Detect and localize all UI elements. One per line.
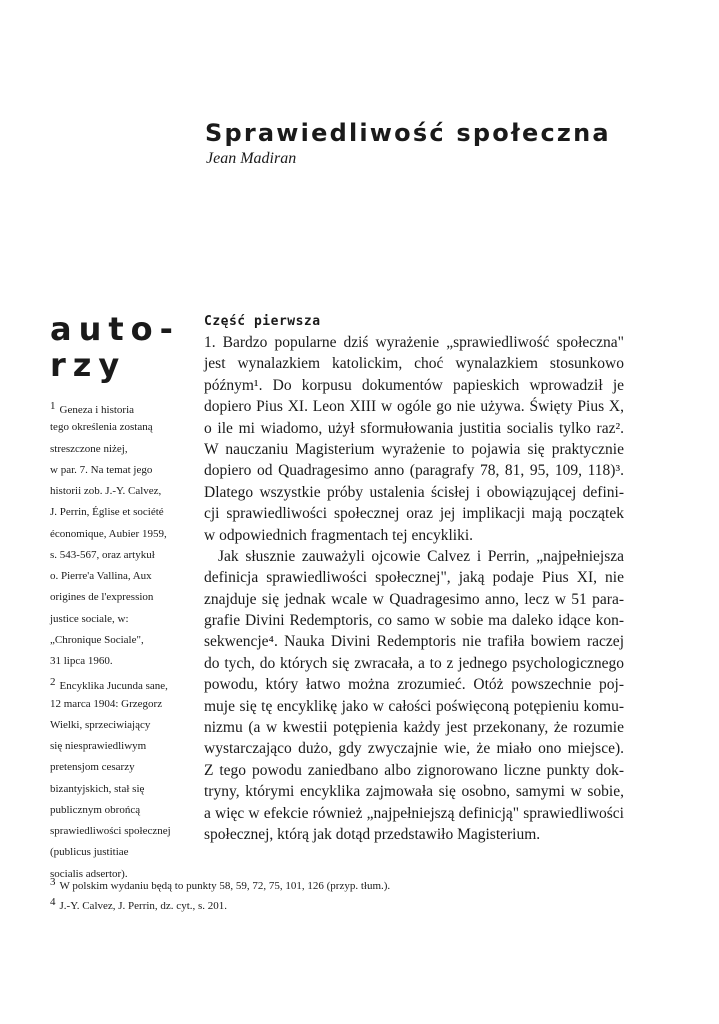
footnote-text: o. Pierre'a Vallina, Aux <box>50 570 152 582</box>
body-line: późnym¹. Do korpusu dokumentów papieskich wprowadził je <box>204 376 624 394</box>
footnote-line <box>50 672 190 693</box>
footnote-line <box>50 481 190 502</box>
body-line: grafie Divini Redemptoris, co samo w sobie ma daleko idące kon- <box>204 612 624 630</box>
footnote-text: J. Perrin, Église et société <box>50 506 164 519</box>
body-text <box>204 332 624 845</box>
footnote-text: 12 marca 1904: Grzegorz <box>50 697 163 710</box>
footnote-text: socialis adsertor). <box>50 867 128 880</box>
footnote-line <box>50 821 190 842</box>
footnote-number: 1 <box>50 400 56 412</box>
body-line: w odpowiednich fragmentach tej encykliki. <box>204 526 474 544</box>
footnote-text: sprawiedliwości społecznej <box>50 825 171 837</box>
body-line: definicja sprawiedliwości społecznej", jaką podaje Pius XI, nie <box>204 569 624 587</box>
footnote-line <box>50 779 190 800</box>
footnote-line <box>50 545 190 566</box>
footnote-text: „Chronique Sociale", <box>50 633 144 646</box>
body-line: sekwencje⁴. Nauka Divini Redemptoris nie trafiła bowiem raczej <box>204 633 624 651</box>
body-line: Z tego powodu zaniedbano albo zignorowano liczne punkty dok- <box>204 761 624 779</box>
body-line: cji sprawiedliwości społecznej oraz jej implikacji mają początek <box>204 505 624 523</box>
footnote-text: (publicus justitiae <box>50 846 129 859</box>
footnote-line <box>50 502 190 523</box>
footnote-line <box>50 892 390 912</box>
body-line: nizmu (a w kwestii potępienia każdy jest przekonany, że rozumie <box>204 719 624 737</box>
body-line: W nauczaniu Magisterium wyrażenie to pojawia się praktycznie <box>204 440 624 458</box>
footnote-number: 3 <box>50 876 56 888</box>
footnote-text: W polskim wydaniu będą to punkty 58, 59, 72, 75, 101, 126 (przyp. tłum.). <box>59 880 391 892</box>
section-tag-line-2: rzy <box>50 346 127 384</box>
section-tag-line-1: auto- <box>50 310 180 348</box>
body-line: powodu, który łatwo można zrozumieć. Otóż powszechnie poj- <box>204 676 624 694</box>
body-line: muje się tę encyklikę jako w całości poświęconą potępieniu komu- <box>204 697 624 715</box>
article-body <box>204 312 624 845</box>
footnote-text: tego określenia zostaną <box>50 421 153 434</box>
body-line: Jak słusznie zauważyli ojcowie Calvez i Perrin, „najpełniejsza <box>218 547 624 565</box>
section-heading: Część pierwsza <box>204 314 321 329</box>
body-line: 1. Bardzo popularne dziś wyrażenie „sprawiedliwość społeczna" <box>204 334 624 351</box>
footnote-line <box>50 630 190 651</box>
footnote-text: Encyklika Jucunda sane, <box>59 680 168 693</box>
body-line: o ile mi wiadomo, użył sformułowania justitia socialis tylko raz². <box>204 419 624 437</box>
footnote-line <box>50 736 190 757</box>
body-line: tryny, którymi encyklika zajmowała się osobno, samymi w sobie, <box>204 783 624 801</box>
footnote-text: bizantyjskich, stał się <box>50 782 145 795</box>
footnote-text: origines de l'expression <box>50 591 154 604</box>
footnote-line <box>50 694 190 715</box>
body-line: dopiero od Quadragesimo anno (paragrafy 78, 81, 95, 109, 118)³. <box>204 462 624 480</box>
body-line: a więc w efekcie również „najpełniejszą definicją" sprawiedliwości <box>204 804 624 822</box>
footnote-line <box>50 417 190 438</box>
footnote-text: pretensjom cesarzy <box>50 761 135 774</box>
footnote-text: się niesprawiedliwym <box>50 740 147 752</box>
footnote-text: justice sociale, w: <box>50 612 129 625</box>
footnote-line <box>50 460 190 481</box>
footnote-number: 4 <box>50 896 56 908</box>
body-line: społecznej, którą jak dotąd przedstawiło Magisterium. <box>204 825 541 843</box>
body-line: jest wynalazkiem katolickim, choć wynalazkiem stosunkowo <box>204 355 624 373</box>
body-line: dopiero Pius XI. Leon XIII w ogóle go nie używa. Święty Pius X, <box>204 398 624 416</box>
footnote-line <box>50 524 190 545</box>
footnote-text: w par. 7. Na temat jego <box>50 463 153 476</box>
footnote-text: historii zob. J.-Y. Calvez, <box>50 485 162 497</box>
footnote-text: publicznym obrońcą <box>50 803 141 816</box>
bottom-footnotes <box>50 872 390 912</box>
footnote-line <box>50 715 190 736</box>
footnote-line <box>50 872 390 892</box>
side-footnotes <box>50 396 190 885</box>
footnote-text: 31 lipca 1960. <box>50 655 113 667</box>
body-line: do tych, do których się zwracała, a to z jednego psychologicznego <box>204 654 624 672</box>
body-line: znajduje się jednak wcale w Quadragesimo anno, lecz w 51 para- <box>204 590 624 608</box>
body-line: wystarczająco dużo, gdy zwyczajnie wie, że miało ono miejsce). <box>204 740 624 758</box>
footnote-text: streszczone niżej, <box>50 442 128 455</box>
footnote-line <box>50 396 190 417</box>
footnote-line <box>50 609 190 630</box>
footnote-line <box>50 439 190 460</box>
footnote-line <box>50 842 190 863</box>
footnote-text: J.-Y. Calvez, J. Perrin, dz. cyt., s. 201. <box>59 900 228 912</box>
footnote-number: 2 <box>50 676 56 689</box>
body-line: Dlatego wszystkie próby ustalenia ścisłej i obowiązującej defini- <box>204 483 624 501</box>
footnote-line <box>50 651 190 672</box>
footnote-line <box>50 757 190 778</box>
footnote-text: économique, Aubier 1959, <box>50 527 167 540</box>
footnote-text: Geneza i historia <box>59 404 135 416</box>
footnote-text: s. 543-567, oraz artykuł <box>50 548 155 561</box>
footnote-text: Wielki, sprzeciwiający <box>50 718 151 731</box>
footnote-line <box>50 566 190 587</box>
footnote-line <box>50 587 190 608</box>
section-tag <box>50 311 180 383</box>
article-title: Sprawiedliwość społeczna <box>205 119 611 147</box>
article-author: Jean Madiran <box>206 150 297 167</box>
footnote-line <box>50 800 190 821</box>
